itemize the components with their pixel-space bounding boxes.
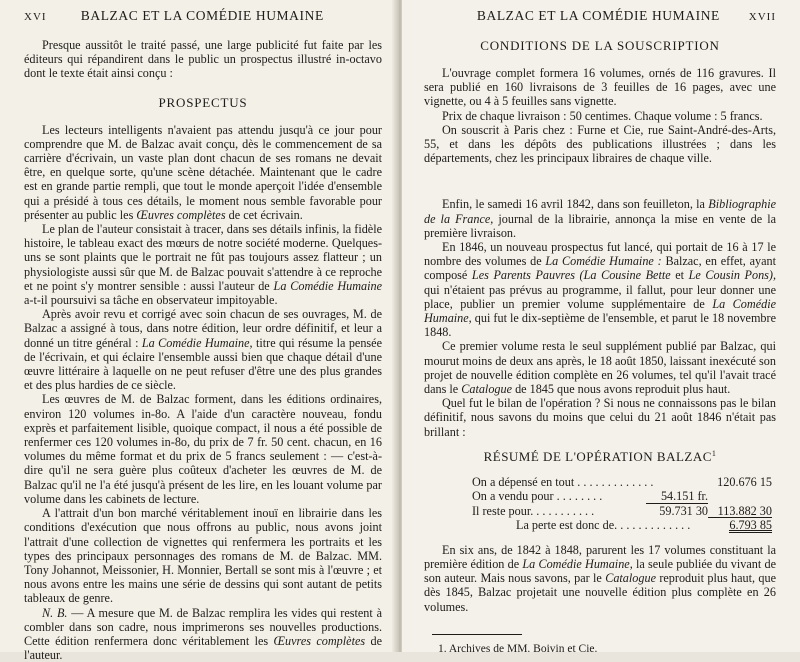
conditions-heading: CONDITIONS DE LA SOUSCRIPTION	[480, 38, 720, 53]
summary-title: RÉSUMÉ DE L'OPÉRATION BALZAC$^1$	[483, 448, 717, 464]
right-page	[402, 0, 800, 655]
footnote: 1. Archives de MM. Boivin et Cie.	[438, 642, 598, 655]
history-paragraph-5: En six ans, de 1842 à 1848, parurent les 17 volumes constituant la première édition de La Comédie Humaine, la seule publiée du vivant de son auteur. Mais nous savons, par le Catalogue reproduit plus haut, que dès 1845, Balzac projetait une nouvelle édition plus complète en 26 volumes.	[424, 542, 777, 614]
running-head-right	[424, 8, 776, 24]
prospectus-paragraph-3: Après avoir revu et corrigé avec soin chacun de ses ouvrages, M. de Balzac a assigné à tous, dans notre édition, leur ordre définitif, et leur a donné un titre général : La Comédie Humaine, titre qui résume la pensée de l'écrivain, et qui éclaire l'ensemble aussi bien que chaque détail d'une œuvre littéraire à laquelle on ne peut refuser d'être une des plus grandes et des plus hardies de ce siècle.	[24, 307, 382, 393]
accounts-row: On a dépensé en tout . . . . . . . . . . . . . 120.676 15	[472, 474, 772, 489]
running-title-right: BALZAC ET LA COMÉDIE HUMAINE	[476, 8, 720, 23]
prospectus-paragraph-5: A l'attrait d'un bon marché véritablement inouï en librairie dans les conditions d'exécution que nous offrons au public, nous avons joint l'attrait d'une collection de vignettes qui renfermera les portraits et les types des principaux personnages des romans de M. de Balzac. MM. Tony Johannot, Meissonier, H. Monnier, Bertall se sont mis à l'œuvre ; et nous avons entre les mains une série de dessins qui sont autant de petits tableaux de genre.	[24, 506, 382, 606]
intro-paragraph: Presque aussitôt le traité passé, une large publicité fut faite par les éditeurs qui répandirent dans le public un prospectus illustré in-octavo dont le texte était ainsi conçu :	[24, 38, 382, 81]
accounts-table	[472, 475, 772, 533]
prospectus-paragraph-nb: N. B. — A mesure que M. de Balzac remplira les vides qui restent à combler dans son cadre, nous imprimerons ses nouvelles productions. Cette édition renfermera donc véritablement les Œuvres complètes de l'auteur.	[24, 605, 383, 662]
conditions-paragraph-1: L'ouvrage complet formera 16 volumes, ornés de 116 gravures. Il sera publié en 160 livraisons de 3 feuilles de 16 pages, avec une vignette, ou 4 à 5 feuilles sans vignette.	[424, 66, 776, 109]
accounts-row: On a vendu pour . . . . . . . . 54.151 fr.	[472, 489, 708, 504]
history-paragraph-2: En 1846, un nouveau prospectus fut lancé, qui portait de 16 à 17 le nombre des volumes de La Comédie Humaine : Balzac, en effet, ayant composé Les Parents Pauvres (La Cousine Bette et Le Cousin Pons), qui n'étaient pas prévus au programme, il fallut, pour leur donner une place, publier un premier volume supplémentaire de La Comédie Humaine, qui fut le dix-septième de l'ensemble, et parut le 18 novembre 1848.	[424, 240, 777, 340]
prospectus-paragraph-4: Les œuvres de M. de Balzac forment, dans les éditions ordinaires, environ 120 volumes in-8o. A l'aide d'un caractère nouveau, fondu exprès et parfaitement lisible, quoique compact, il nous a été possible de renfermer ces 120 volumes in-8o, du prix de 7 fr. 50 cent. chacun, en 16 volumes du même format et du prix de 5 francs seulement : — c'est-à-dire qu'il ne sera guère plus coûteux d'acheter les œuvres de M. de Balzac qu'il ne l'a été jusqu'à présent de les lire, en les louant volume par volume dans les cabinets de lecture.	[24, 392, 382, 506]
conditions-paragraph-3: On souscrit à Paris chez : Furne et Cie, rue Saint-André-des-Arts, 55, et dans les dépôts des publications illustrées ; dans les départements, chez les principaux libraires de chaque ville.	[424, 122, 776, 166]
accounts-row: La perte est donc de. . . . . . . . . . . . . 6.793 85	[516, 518, 772, 533]
page-number-left: XVI	[24, 11, 47, 23]
accounts-row: Il reste pour. . . . . . . . . . . 59.731 30 113.882 30	[472, 503, 772, 518]
footnote-marker: 1	[711, 448, 717, 458]
page-number-right: XVII	[748, 11, 776, 23]
prospectus-paragraph-2: Le plan de l'auteur consistait à tracer, dans ses détails infinis, la fidèle histoire, le tableau exact des mœurs de notre société moderne. Quelques-uns se sont plaints que le portrait ne fût pas toujours assez flatteur ; un physiologiste aussi sûr que M. de Balzac pouvait s'attendre à ce reproche et ne point s'y montrer sensible : aussi l'auteur de La Comédie Humaine a-t-il poursuivi sa tâche en observateur impitoyable.	[24, 222, 383, 308]
history-paragraph-4: Quel fut le bilan de l'opération ? Si nous ne connaissons pas le bilan définitif, nous savons du moins que celui du 21 août 1846 n'était pas brillant :	[424, 396, 776, 439]
footnote-divider	[432, 634, 522, 635]
history-paragraph-1: Enfin, le samedi 16 avril 1842, dans son feuilleton, la Bibliographie de la France, journal de la librairie, annonça la mise en vente de la première livraison.	[424, 197, 777, 240]
prospectus-heading: PROSPECTUS	[158, 94, 248, 110]
history-paragraph-3: Ce premier volume resta le seul supplément publié par Balzac, qui mourut moins de deux ans après, le 18 août 1850, laissant inexécuté son projet de nouvelle édition complète en 26 volumes, tel qu'il l'avait tracé dans le Catalogue de 1845 que nous avons reproduit plus haut.	[424, 339, 776, 397]
running-title-left: BALZAC ET LA COMÉDIE HUMAINE	[80, 8, 324, 23]
conditions-paragraph-2: Prix de chaque livraison : 50 centimes. Chaque volume : 5 francs.	[442, 108, 763, 123]
running-head-left	[24, 8, 382, 24]
prospectus-paragraph-1: Les lecteurs intelligents n'avaient pas attendu jusqu'à ce jour pour comprendre que M. de Balzac avait conçu, dès le commencement de sa carrière d'écrivain, un vaste plan dont chacun de ses romans ne devait être, en quelque sorte, qu'une scène détachée. Maintenant que le cadre est en grande partie rempli, que tout le monde aperçoit l'idée d'ensemble qui a présidé à tous ces détails, le moment nous semble favorable pour présenter au public les Œuvres complètes de cet écrivain.	[24, 122, 382, 222]
left-page	[0, 0, 398, 662]
